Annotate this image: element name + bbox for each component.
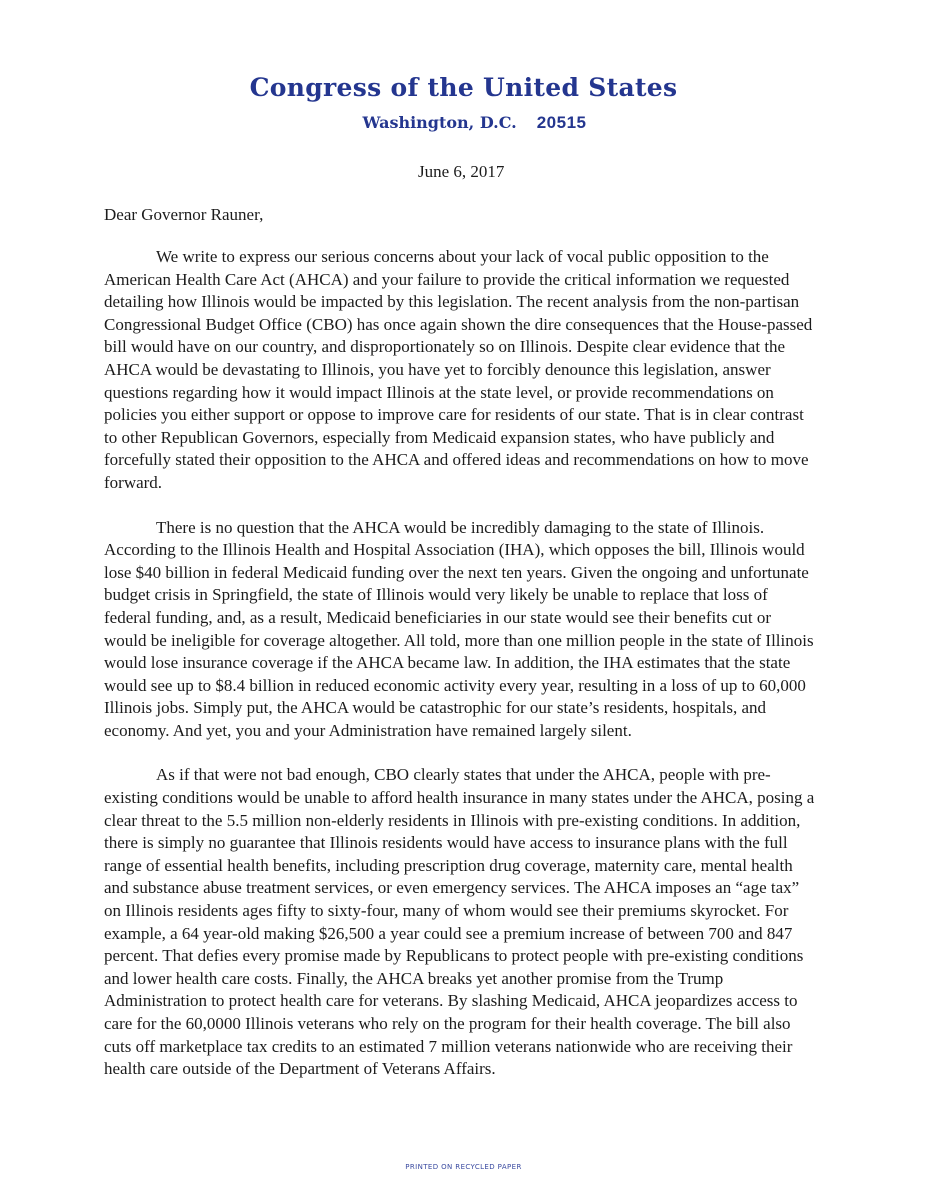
letterhead-city: Washington, D.C. bbox=[362, 113, 517, 132]
letter-body bbox=[104, 246, 816, 1103]
letterhead-address bbox=[0, 112, 927, 134]
letter-date: June 6, 2017 bbox=[418, 162, 505, 181]
letterhead-zip: 20515 bbox=[536, 113, 587, 132]
letterhead-title: Congress of the United States bbox=[249, 73, 678, 102]
body-paragraph-1: We write to express our serious concerns about your lack of vocal public opposition to the American Health Care Act (AHCA) and your failure to provide the critical information we requested detailing how Illinois would be impacted by this legislation. The recent analysis from the non-partisan Congressional Budget Office (CBO) has once again shown the dire consequences that the House-passed bill would have on our country, and disproportionately so on Illinois. Despite clear evidence that the AHCA would be devastating to Illinois, you have yet to forcibly denounce this legislation, answer questions regarding how it would impact Illinois at the state level, or provide recommendations on policies you either support or oppose to improve care for residents of our state. That is in clear contrast to other Republican Governors, especially from Medicaid expansion states, who have publicly and forcefully stated their opposition to the AHCA and offered ideas and recommendations on how to move forward. bbox=[104, 247, 813, 492]
letterhead bbox=[0, 72, 927, 134]
salutation: Dear Governor Rauner, bbox=[104, 205, 264, 224]
body-paragraph-3: As if that were not bad enough, CBO clearly states that under the AHCA, people with pre-existing conditions would be unable to afford health insurance in many states under the AHCA, posing a clear threat to the 5.5 million non-elderly residents in Illinois with pre-existing conditions. In addition, there is simply no guarantee that Illinois residents would have access to insurance plans with the full range of essential health benefits, including prescription drug coverage, maternity care, mental health and substance abuse treatment services, or even emergency services. The AHCA imposes an “age tax” on Illinois residents ages fifty to sixty-four, many of whom would see their premiums skyrocket. For example, a 64 year-old making $26,500 a year could see a premium increase of between 700 and 847 percent. That defies every promise made by Republicans to protect people with pre-existing conditions and lower health care costs. Finally, the AHCA breaks yet another promise from the Trump Administration to protect health care for veterans. By slashing Medicaid, AHCA jeopardizes access to care for the 60,0000 Illinois veterans who rely on the program for their health coverage. The bill also cuts off marketplace tax credits to an estimated 7 million veterans nationwide who are receiving their health care outside of the Department of Veterans Affairs. bbox=[104, 765, 815, 1079]
body-paragraph-2: There is no question that the AHCA would be incredibly damaging to the state of Illinois. According to the Illinois Health and Hospital Association (IHA), which opposes the bill, Illinois would lose $40 billion in federal Medicaid funding over the next ten years. Given the ongoing and unfortunate budget crisis in Springfield, the state of Illinois would very likely be unable to replace that loss of federal funding, and, as a result, Medicaid beneficiaries in our state would see their benefits cut or would be ineligible for coverage altogether. All told, more than one million people in the state of Illinois would lose insurance coverage if the AHCA became law. In addition, the IHA estimates that the state would see up to $8.4 billion in reduced economic activity every year, resulting in a loss of up to 60,000 Illinois jobs. Simply put, the AHCA would be catastrophic for our state’s residents, hospitals, and economy. And yet, you and your Administration have remained largely silent. bbox=[104, 517, 814, 740]
recycled-paper-footer: PRINTED ON RECYCLED PAPER bbox=[405, 1163, 522, 1171]
